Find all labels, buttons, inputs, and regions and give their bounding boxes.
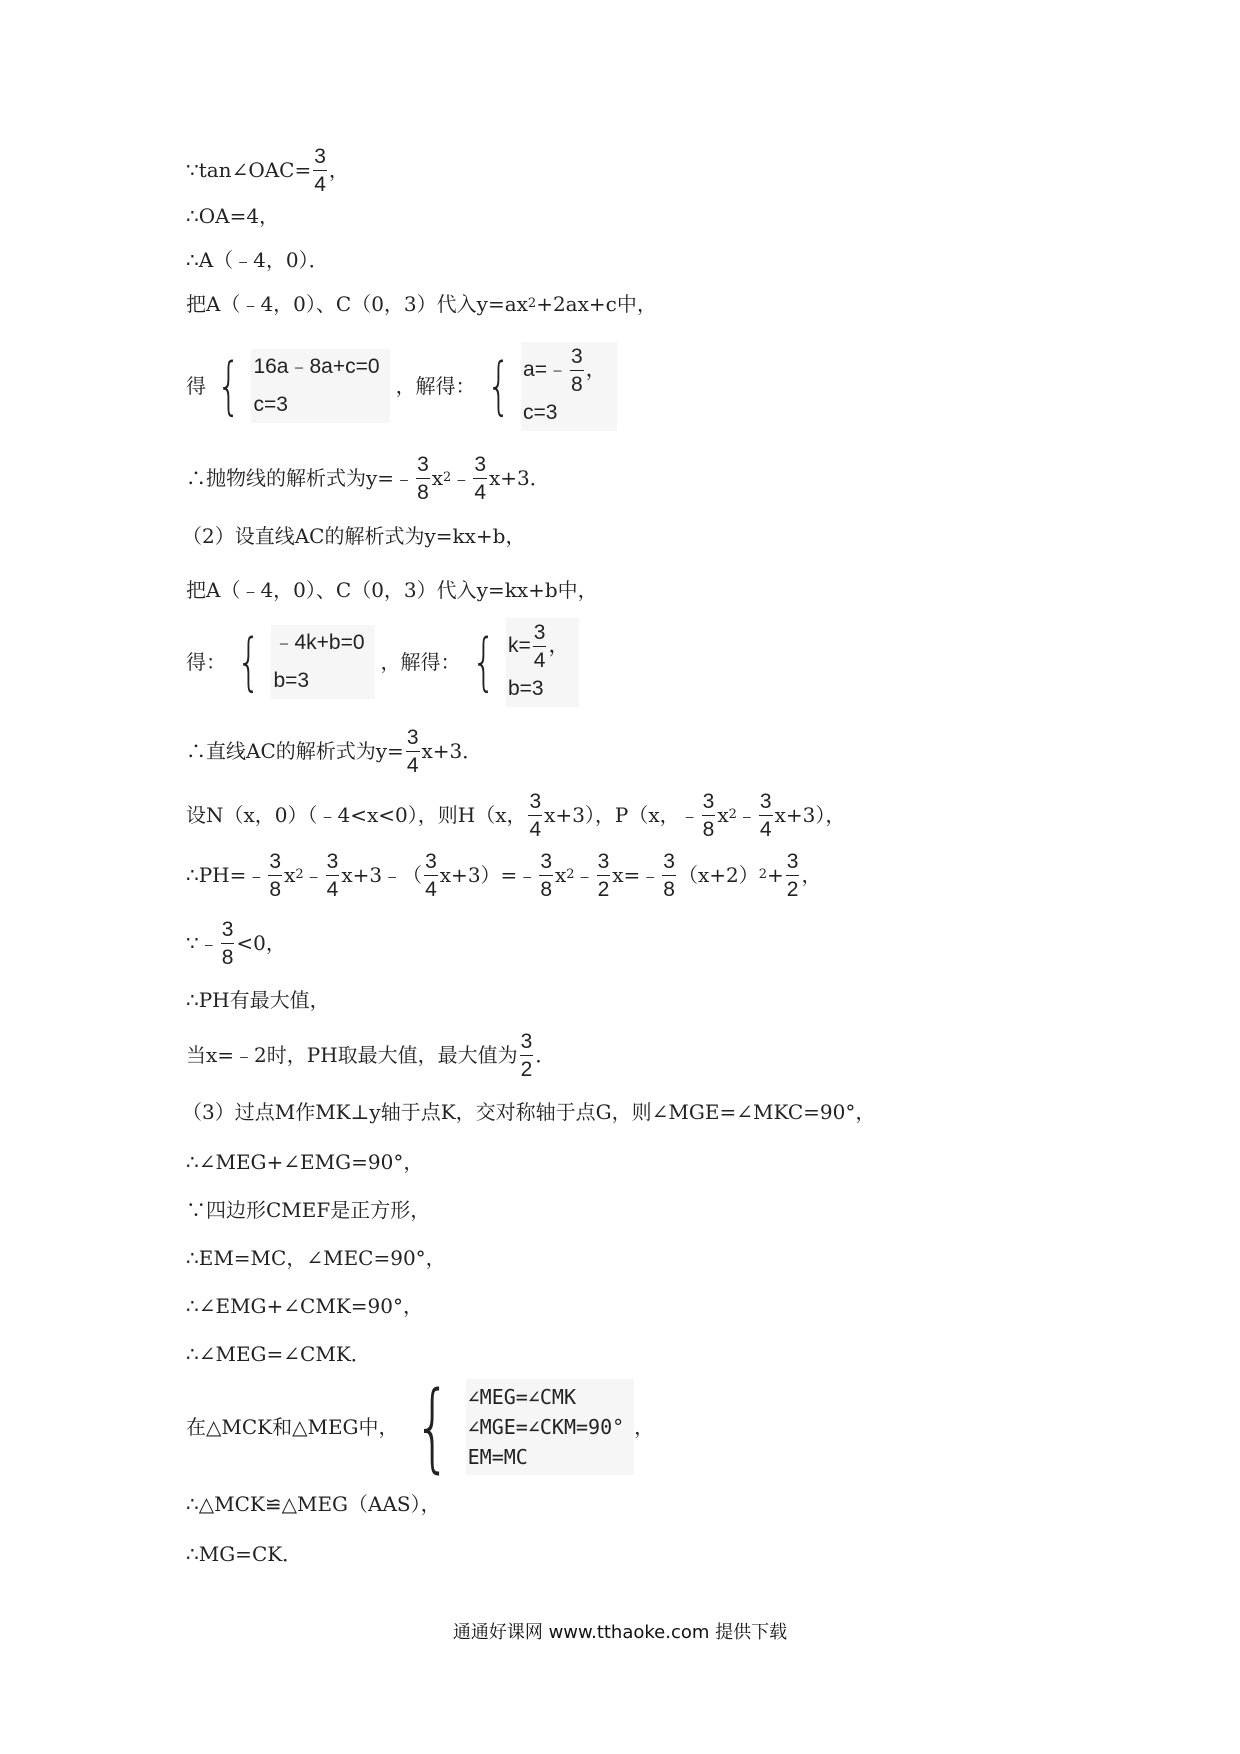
line-ph-has-max: ∴PH有最大值，: [186, 988, 330, 1012]
fraction-3-8: [539, 851, 553, 900]
condition: ∠MGE=∠CKM=90°: [467, 1415, 625, 1439]
solution-k: [508, 622, 569, 671]
text: ∵﹣: [186, 931, 219, 955]
denominator: 8: [702, 817, 715, 841]
fraction-bar: [528, 815, 542, 816]
denominator: 8: [417, 480, 429, 504]
denominator: 4: [326, 877, 339, 901]
numerator: 3: [759, 789, 772, 813]
text: x+3．: [421, 739, 483, 763]
denominator: 8: [221, 945, 234, 969]
line-system-abc: [186, 336, 617, 436]
equation: b=3: [273, 669, 310, 692]
numerator: 3: [663, 849, 675, 873]
denominator: 8: [663, 877, 675, 901]
line-angle-equal: ∴∠MEG=∠CMK．: [186, 1342, 371, 1366]
fraction-bar: [268, 875, 282, 876]
fraction-bar: [533, 646, 547, 647]
numerator: 3: [474, 452, 486, 476]
numerator: 3: [540, 849, 552, 873]
fraction-3-8: [702, 791, 716, 840]
line-square-cmef: ∵四边形CMEF是正方形，: [186, 1198, 431, 1222]
text: ，解得：: [380, 650, 461, 674]
text: x+3．: [489, 466, 550, 490]
line-part3-intro: （3）过点M作MK⊥y轴于点K，交对称轴于点G，则∠MGE=∠MKC=90°，: [182, 1100, 876, 1124]
solution-a: [523, 346, 607, 395]
numerator: 3: [533, 620, 546, 644]
line-ph-expression: ∴PH=﹣ $\frac{3}{8}$ x 2 ﹣ $\frac{3}{4}$ x+3﹣（ $\frac{3}{4}$ x+3）=﹣ $\frac{3}{8}$ x 2 ﹣ $\frac{3}{2}$ x=﹣ $\frac{3}{8}$ （x+2） 2 + $\frac{3}{2}$ ，: [186, 849, 822, 901]
numerator: 3: [570, 344, 583, 368]
left-brace: {: [486, 349, 511, 422]
text: x+3），P（x，﹣: [544, 803, 700, 827]
line-angle-sum-2: ∴∠EMG+∠CMK=90°，: [186, 1294, 423, 1318]
line-oa: ∴OA=4，: [186, 204, 280, 228]
solution-system: [521, 342, 617, 431]
text: ﹣: [574, 863, 595, 887]
solution-c: c=3: [523, 400, 558, 424]
denominator: 2: [520, 1057, 533, 1081]
line-em-mc: ∴EM=MC，∠MEC=90°，: [186, 1246, 446, 1270]
denominator: 4: [425, 877, 437, 901]
text: ﹣: [451, 466, 472, 490]
left-brace: {: [236, 625, 261, 698]
line-system-kb: [186, 614, 579, 710]
line-parabola-expression: ∴抛物线的解析式为y=﹣ $\frac{3}{8}$ x 2 ﹣ $\frac{3}{4}$ x+3．: [186, 452, 550, 504]
left-brace: {: [471, 625, 496, 698]
text: x: [284, 863, 296, 887]
numerator: 3: [702, 789, 715, 813]
line-point-a: ∴A（﹣4，0）．: [186, 248, 329, 272]
text: 在△MCK和△MEG中，: [186, 1415, 399, 1439]
line-substitute-line: 把A（﹣4，0）、C（0，3）代入y=kx+b中，: [186, 578, 598, 602]
line-triangle-system: [186, 1371, 655, 1483]
numerator: 3: [529, 789, 542, 813]
line-angle-sum-1: ∴∠MEG+∠EMG=90°，: [186, 1150, 424, 1174]
fraction-3-8: [221, 919, 235, 968]
equation: ﹣4k+b=0: [273, 631, 365, 654]
text: ，: [548, 634, 570, 657]
fraction-3-4: [533, 622, 547, 671]
fraction-3-4: [473, 454, 487, 503]
text: ，解得：: [395, 374, 476, 398]
equation-system: [271, 625, 374, 699]
numerator: 3: [786, 849, 799, 873]
text: ，: [328, 158, 349, 182]
fraction-bar: [597, 875, 611, 876]
fraction-3-4: [326, 851, 340, 900]
text: 得：: [186, 650, 226, 674]
equation: 16a﹣8a+c=0: [253, 355, 380, 378]
condition: EM=MC: [467, 1445, 528, 1469]
denominator: 8: [269, 877, 282, 901]
fraction-bar: [313, 170, 327, 171]
denominator: 8: [540, 877, 552, 901]
numerator: 3: [221, 917, 234, 941]
text: x=﹣: [612, 863, 661, 887]
denominator: 2: [786, 877, 799, 901]
line-tan-oac: [186, 144, 349, 196]
text: 得: [186, 374, 206, 398]
text: 把A（﹣4，0）、C（0，3）代入y=ax: [186, 292, 528, 316]
fraction-bar: [662, 875, 676, 876]
denominator: 4: [759, 817, 772, 841]
fraction-3-4: [313, 146, 327, 195]
text: x+3），: [774, 803, 846, 827]
fraction-bar: [424, 875, 438, 876]
text: ，: [634, 1415, 655, 1439]
fraction-3-8: [570, 346, 584, 395]
text: +: [767, 863, 784, 887]
numerator: 3: [314, 144, 326, 168]
line-part2-intro: （2）设直线AC的解析式为y=kx+b，: [182, 524, 526, 548]
fraction-bar: [520, 1055, 534, 1056]
text: k=: [507, 634, 531, 657]
line-congruence: ∴△MCK≌△MEG（AAS），: [186, 1492, 441, 1516]
line-mg-ck: ∴MG=CK．: [186, 1542, 303, 1566]
text: （x+2）: [677, 863, 759, 887]
text: ．: [535, 1043, 556, 1067]
fraction-3-8: [268, 851, 282, 900]
text: ∴PH=﹣: [186, 863, 267, 887]
text: ﹣: [303, 863, 324, 887]
text: x+3）=﹣: [439, 863, 538, 887]
line-ac-expression: [186, 722, 482, 780]
text: ，: [801, 863, 822, 887]
text: +2ax+c中，: [536, 292, 657, 316]
line-coefficient-negative: [186, 914, 286, 972]
fraction-3-4: [759, 791, 773, 840]
fraction-bar: [406, 751, 420, 752]
text: ∴抛物线的解析式为y=﹣: [186, 466, 415, 490]
text: 设N（x，0）（﹣4<x<0），则H（x，: [186, 803, 527, 827]
condition: ∠MEG=∠CMK: [467, 1385, 576, 1409]
fraction-3-2: [597, 851, 611, 900]
numerator: 3: [520, 1029, 533, 1053]
text: a=﹣: [523, 358, 568, 381]
text: ，: [585, 358, 607, 381]
fraction-3-8: [662, 851, 676, 900]
footer-source: 通通好课网 www.tthaoke.com 提供下载: [452, 1622, 788, 1643]
equation: c=3: [253, 393, 288, 416]
numerator: 3: [597, 849, 610, 873]
denominator: 4: [529, 817, 542, 841]
fraction-bar: [786, 875, 800, 876]
solution-system: [506, 618, 579, 707]
equation-system: [251, 349, 389, 423]
denominator: 4: [474, 480, 486, 504]
denominator: 4: [533, 648, 546, 672]
fraction-bar: [416, 478, 430, 479]
solution-b: b=3: [507, 676, 544, 700]
line-set-n-h-p: 设N（x，0）（﹣4<x<0），则H（x， $\frac{3}{4}$ x+3），P（x，﹣ $\frac{3}{8}$ x 2 ﹣ $\frac{3}{4}$ x+3），: [186, 789, 846, 841]
text: x: [555, 863, 567, 887]
text: <0，: [236, 931, 286, 955]
numerator: 3: [406, 725, 419, 749]
fraction-bar: [570, 370, 584, 371]
numerator: 3: [417, 452, 429, 476]
text: x: [717, 803, 729, 827]
fraction-bar: [326, 875, 340, 876]
denominator: 2: [597, 877, 610, 901]
denominator: 4: [406, 753, 419, 777]
line-max-value: [186, 1026, 555, 1084]
fraction-3-4: [424, 851, 438, 900]
fraction-3-2: [520, 1031, 534, 1080]
text: ∵tan∠OAC=: [186, 158, 312, 182]
congruence-conditions: [466, 1379, 635, 1475]
fraction-bar: [473, 478, 487, 479]
text: x+3﹣（: [341, 863, 423, 887]
fraction-bar: [539, 875, 553, 876]
text: ﹣: [736, 803, 757, 827]
line-substitute-parabola: 把A（﹣4，0）、C（0，3）代入y=ax 2 +2ax+c中，: [186, 292, 657, 316]
text: x: [431, 466, 444, 490]
numerator: 3: [425, 849, 437, 873]
fraction-bar: [221, 943, 235, 944]
fraction-3-4: [528, 791, 542, 840]
fraction-3-4: [406, 727, 420, 776]
fraction-bar: [702, 815, 716, 816]
left-brace: {: [216, 349, 241, 422]
text: 当x=﹣2时，PH取最大值，最大值为: [186, 1043, 518, 1067]
fraction-bar: [759, 815, 773, 816]
denominator: 8: [570, 372, 583, 396]
fraction-3-2: [786, 851, 800, 900]
denominator: 4: [314, 172, 326, 196]
left-brace: {: [413, 1371, 451, 1483]
fraction-3-8: [416, 454, 430, 503]
numerator: 3: [269, 849, 282, 873]
text: ∴直线AC的解析式为y=: [186, 739, 404, 763]
numerator: 3: [326, 849, 339, 873]
